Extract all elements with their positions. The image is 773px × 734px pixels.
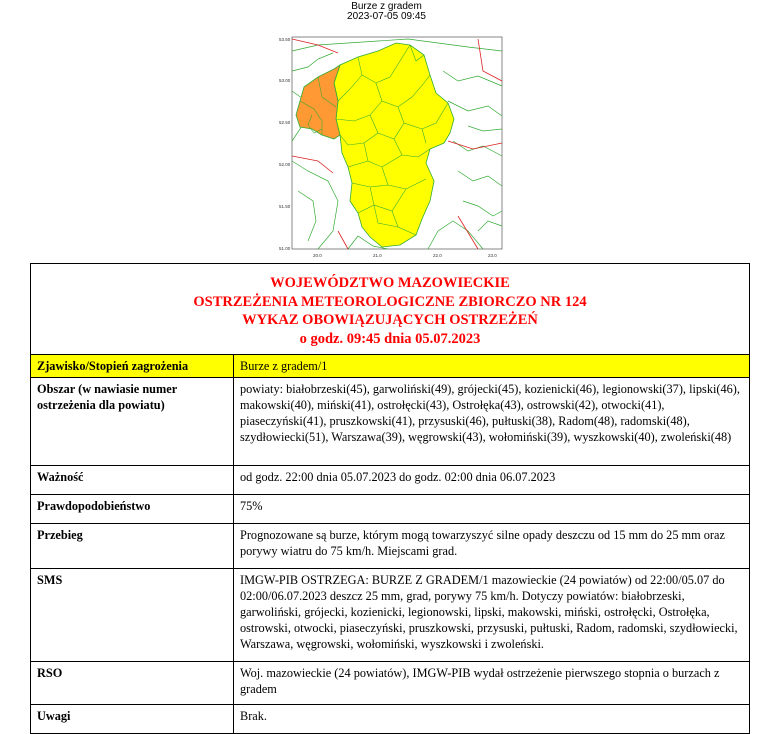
table-row (31, 569, 749, 662)
table-row (31, 662, 749, 705)
row-label-waznosc: Ważność (31, 466, 234, 495)
lon-label: 21.0 (373, 253, 382, 258)
warning-map (278, 31, 506, 261)
lat-label: 52.50 (279, 120, 291, 125)
row-value-obszar: powiaty: białobrzeski(45), garwoliński(49), grójecki(45), kozienicki(46), legionowski(37), lipski(46), makowski(40), miński(41), ostrołęcki(43), Ostrołęka(43), ostrowski(42), otwocki(41), piaseczyński(41), pruszkowski(41), przysuski(46), pułtuski(38), Radom(48), radomski(48), szydłowiecki(51), Warszawa(39), węgrowski(43), wołomiński(39), wyszkowski(40), zwoleński(48) (234, 378, 750, 466)
row-value-zjawisko: Burze z gradem/1 (234, 355, 750, 378)
lat-label: 52.00 (279, 162, 291, 167)
map-timestamp: 2023-07-05 09:45 (347, 11, 426, 22)
row-value-waznosc: od godz. 22:00 dnia 05.07.2023 do godz. 02:00 dnia 06.07.2023 (234, 466, 750, 495)
warning-document (30, 263, 750, 734)
row-value-przebieg: Prognozowane są burze, którym mogą towarzyszyć silne opady deszczu od 15 mm do 25 mm oraz porywy wiatru do 75 km/h. Miejscami grad. (234, 524, 750, 569)
row-value-sms: IMGW-PIB OSTRZEGA: BURZE Z GRADEM/1 mazowieckie (24 powiatów) od 22:00/05.07 do 02:00/06.07.2023 deszcz 25 mm, grad, porywy 75 km/h. Dotyczy powiatów: białobrzeski, garwoliński, grójecki, kozienicki, legionowski, lipski, makowski, miński, ostrołęcki, Ostrołęka, ostrowski, otwocki, piaseczyński, pruszkowski, przysuski, pułtuski, Radom, radomski, szydłowiecki, Warszawa, węgrowski, wołomiński, wyszkowski i zwoleński. (234, 569, 750, 662)
table-row (31, 495, 749, 524)
table-row (31, 466, 749, 495)
table-row (31, 705, 749, 734)
row-label-rso: RSO (31, 662, 234, 705)
lat-label: 53.50 (279, 37, 291, 42)
lon-label: 20.0 (313, 253, 322, 258)
row-label-zjawisko: Zjawisko/Stopień zagrożenia (31, 355, 234, 378)
warning-table (31, 355, 749, 733)
lon-label: 22.0 (433, 253, 442, 258)
lat-label: 51.00 (279, 246, 291, 251)
row-label-prawdopodobienstwo: Prawdopodobieństwo (31, 495, 234, 524)
table-row (31, 524, 749, 569)
map-title: Burze z gradem (351, 1, 422, 12)
row-value-prawdopodobienstwo: 75% (234, 495, 750, 524)
row-value-uwagi: Brak. (234, 705, 750, 734)
row-label-sms: SMS (31, 569, 234, 662)
header-region: WOJEWÓDZTWO MAZOWIECKIE (270, 275, 510, 291)
header-bulletin-number: OSTRZEŻENIA METEOROLOGICZNE ZBIORCZO NR 124 (193, 293, 587, 310)
warning-map-svg (278, 31, 506, 261)
lat-label: 51.50 (279, 204, 291, 209)
header-time: o godz. 09:45 dnia 05.07.2023 (299, 330, 481, 347)
lon-label: 23.0 (488, 253, 497, 258)
row-value-rso: Woj. mazowieckie (24 powiatów), IMGW-PIB wydał ostrzeżenie pierwszego stopnia o burzach z gradem (234, 662, 750, 705)
row-label-obszar: Obszar (w nawiasie numer ostrzeżenia dla powiatu) (31, 378, 234, 466)
lat-label: 53.00 (279, 78, 291, 83)
document-header (31, 264, 749, 355)
row-label-przebieg: Przebieg (31, 524, 234, 569)
table-row (31, 355, 749, 378)
table-row (31, 378, 749, 466)
row-label-uwagi: Uwagi (31, 705, 234, 734)
header-list-title: WYKAZ OBOWIĄZUJĄCYCH OSTRZEŻEŃ (242, 312, 538, 328)
